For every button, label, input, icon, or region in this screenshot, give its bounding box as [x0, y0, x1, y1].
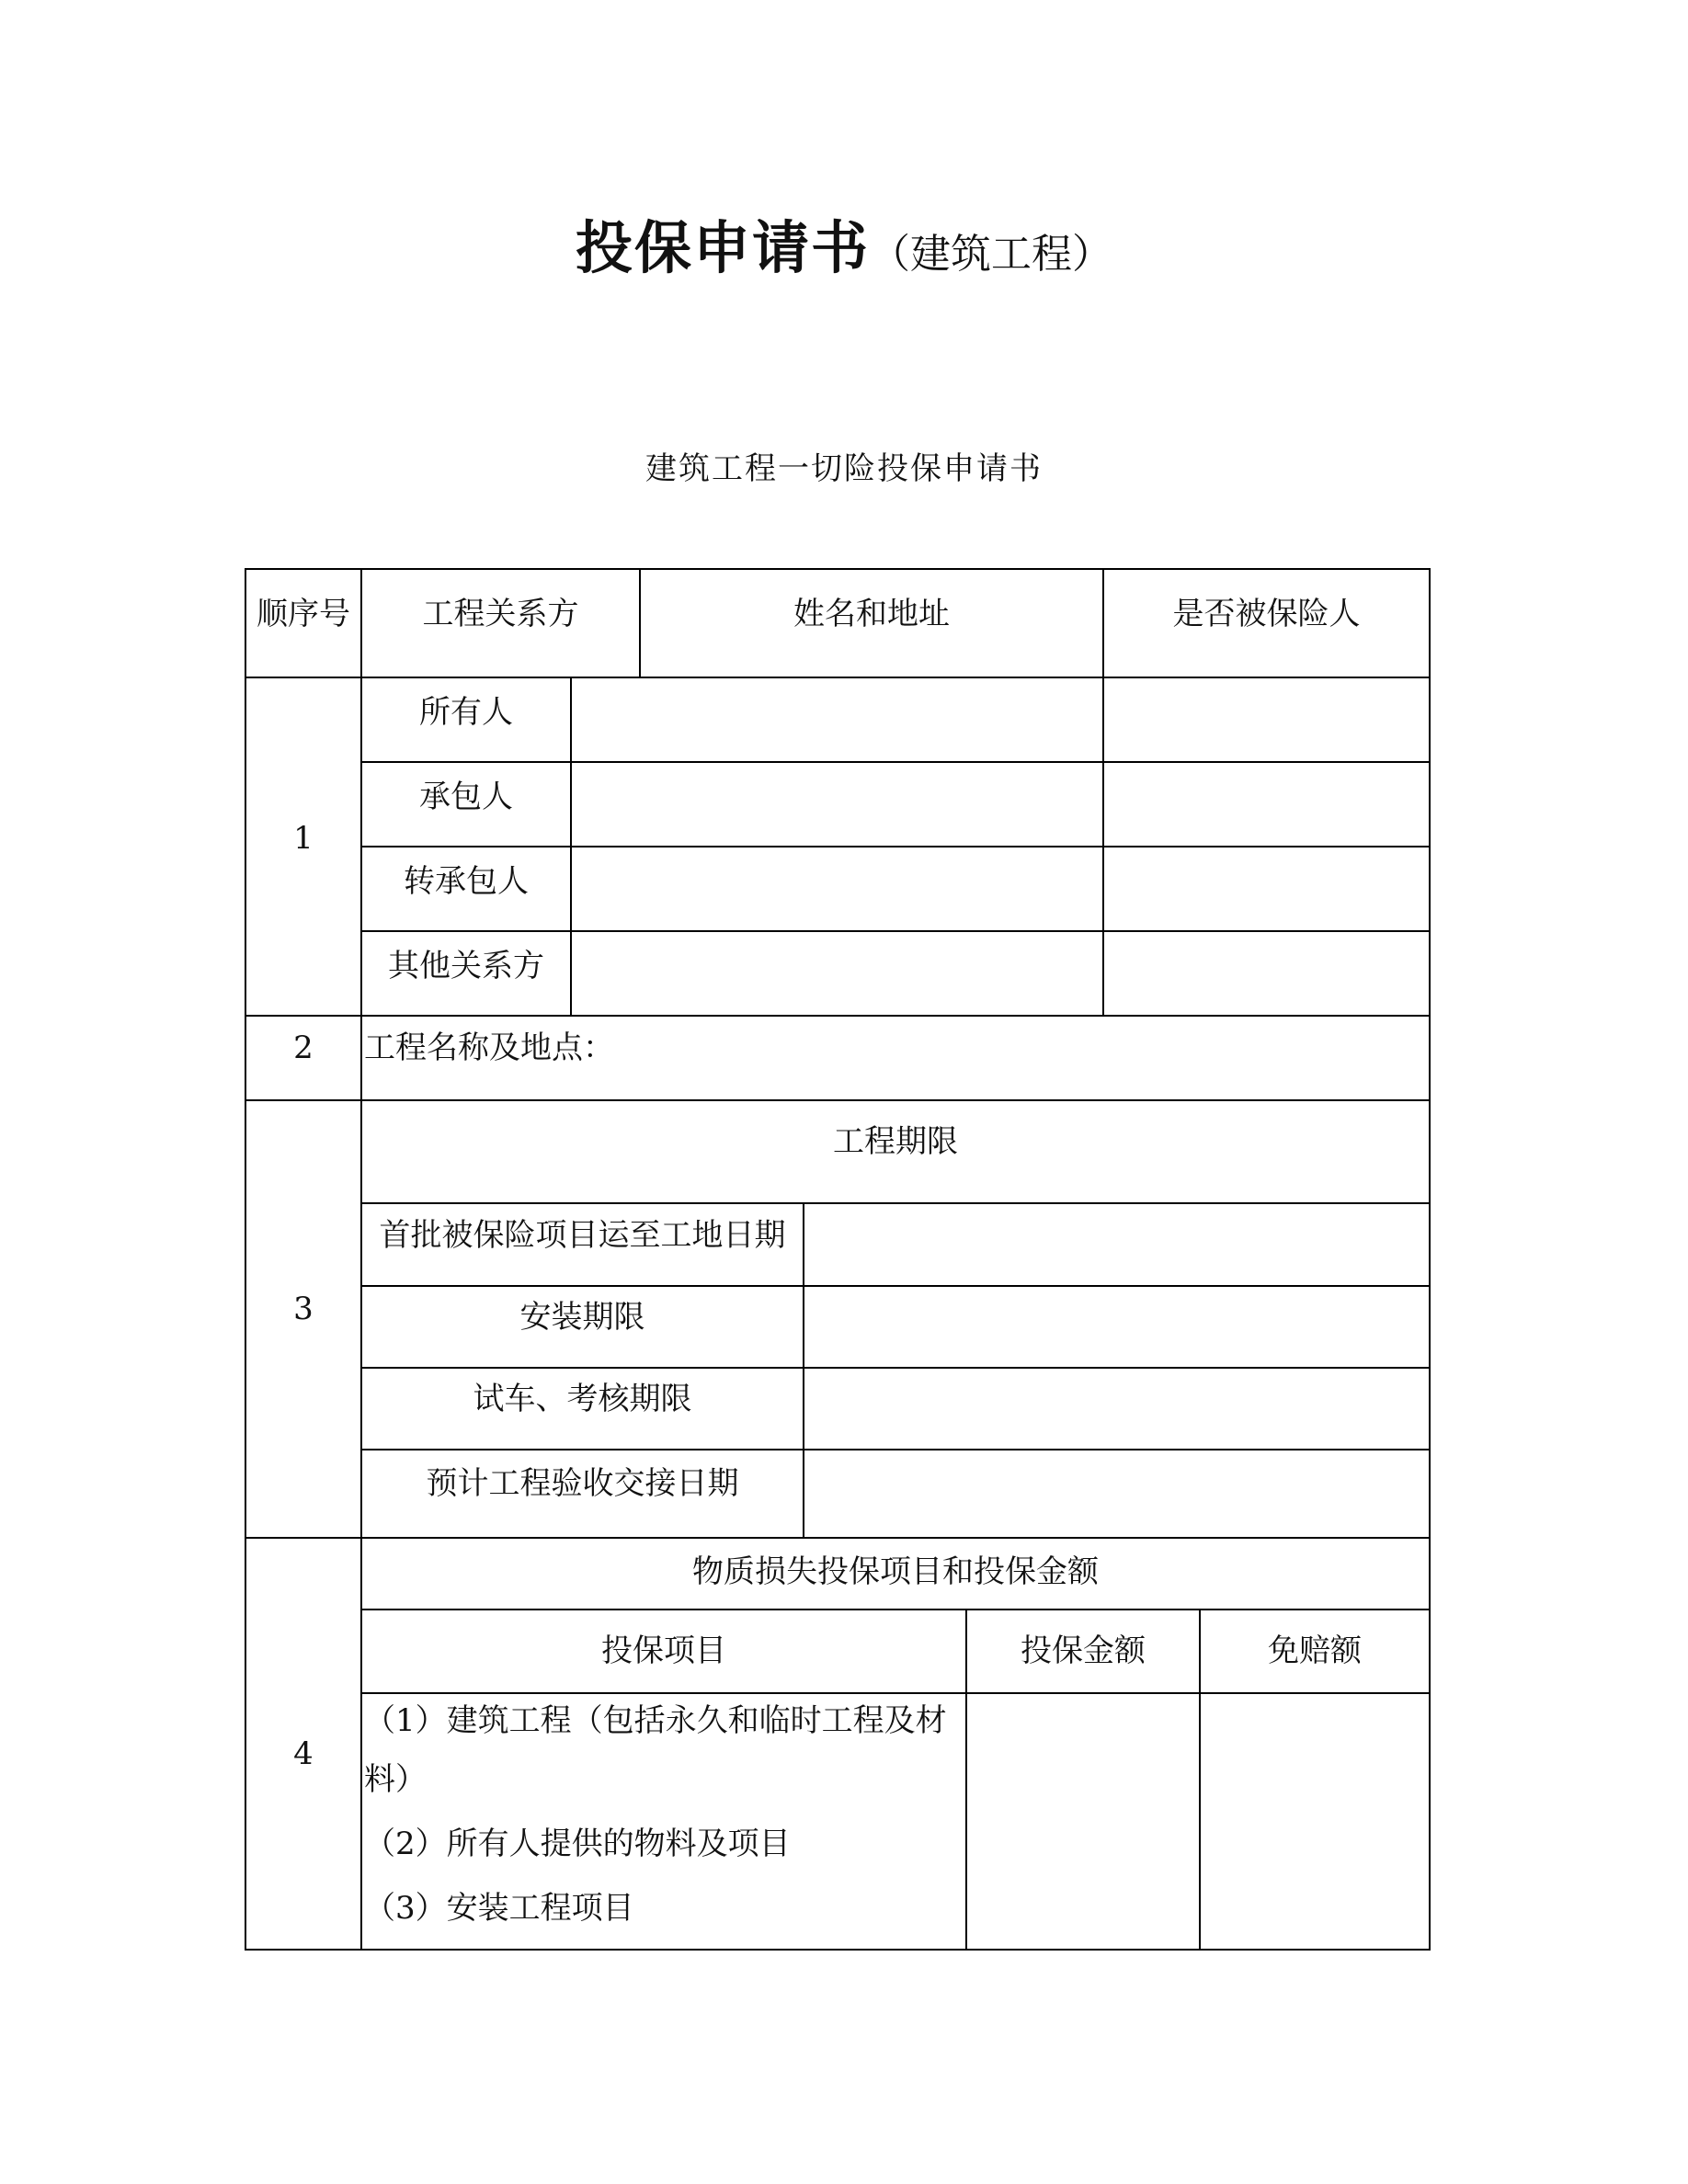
col-sum-insured: 投保金额	[1021, 1632, 1146, 1669]
project-period-heading: 工程期限	[833, 1123, 958, 1160]
section-2-number: 2	[293, 1029, 314, 1066]
test-run-period-label: 试车、考核期限	[473, 1381, 692, 1417]
item-building-works: （1）建筑工程（包括永久和临时工程及材	[364, 1702, 947, 1739]
header-name-address: 姓名和地址	[793, 596, 950, 632]
party-owner: 所有人	[419, 694, 513, 731]
item-owner-materials: （2）所有人提供的物料及项目	[364, 1826, 791, 1862]
party-contractor: 承包人	[419, 779, 513, 815]
party-other: 其他关系方	[388, 948, 544, 984]
title-sub: （建筑工程）	[870, 231, 1112, 278]
header-is-insured: 是否被保险人	[1172, 596, 1361, 632]
item-installation-works: （3）安装工程项目	[364, 1890, 634, 1927]
title-main: 投保申请书	[575, 214, 870, 281]
document-title	[0, 202, 1688, 284]
form-subtitle: 建筑工程一切险投保申请书	[645, 450, 1043, 487]
header-seq: 顺序号	[257, 596, 350, 632]
material-damage-heading: 物质损失投保项目和投保金额	[692, 1553, 1099, 1590]
item-building-works-cont: 料）	[364, 1761, 427, 1798]
section-3-number: 3	[293, 1291, 314, 1327]
acceptance-date-label: 预计工程验收交接日期	[426, 1465, 739, 1502]
first-delivery-date-label: 首批被保险项目运至工地日期	[379, 1217, 786, 1254]
header-party: 工程关系方	[422, 596, 579, 632]
section-1-number: 1	[293, 820, 314, 857]
col-deductible: 免赔额	[1268, 1632, 1362, 1669]
project-name-location-label: 工程名称及地点：	[364, 1029, 614, 1066]
installation-period-label: 安装期限	[519, 1299, 645, 1336]
col-insured-item: 投保项目	[601, 1632, 726, 1669]
section-4-number: 4	[293, 1735, 314, 1772]
party-subcontractor: 转承包人	[404, 863, 529, 900]
